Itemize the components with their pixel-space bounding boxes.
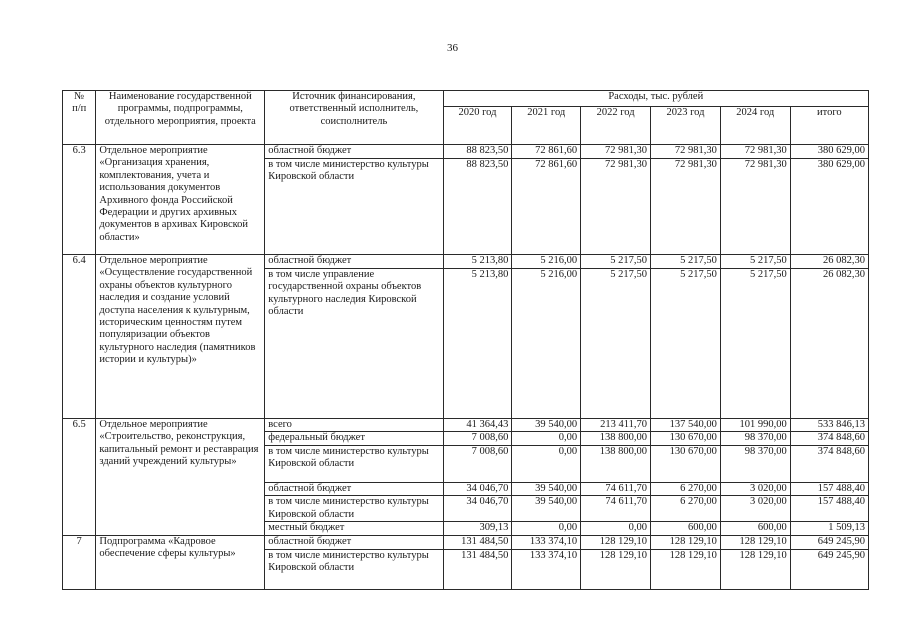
year-value: 133 374,10 [512,535,581,549]
year-value: 130 670,00 [651,432,721,445]
year-value: 0,00 [512,522,581,535]
funding-source: областной бюджет [265,145,443,159]
year-value: 0,00 [581,522,651,535]
year-value: 133 374,10 [512,549,581,589]
year-value: 72 981,30 [720,159,790,255]
funding-source: в том числе министерство культуры Кировской области [265,445,443,482]
year-value: 128 129,10 [720,549,790,589]
year-value: 41 364,43 [443,419,512,432]
total-value: 26 082,30 [790,269,868,419]
year-value: 600,00 [651,522,721,535]
year-value: 88 823,50 [443,159,512,255]
funding-source: в том числе управление государственной охраны объектов культурного наследия Кировской области [265,269,443,419]
year-value: 137 540,00 [651,419,721,432]
measure-name: Отдельное мероприятие «Организация хранения, комплектования, учета и использования документов Архивного фонда Российской Федерации и других архивных документов в архивах Кировской области» [96,145,265,255]
year-value: 128 129,10 [651,535,721,549]
year-value: 7 008,60 [443,445,512,482]
total-value: 533 846,13 [790,419,868,432]
year-value: 3 020,00 [720,496,790,522]
total-value: 380 629,00 [790,145,868,159]
year-value: 72 981,30 [651,159,721,255]
table-row [63,255,869,269]
header-year: 2021 год [512,107,581,145]
year-value: 74 611,70 [581,496,651,522]
year-value: 128 129,10 [581,549,651,589]
total-value: 26 082,30 [790,255,868,269]
header-year: 2022 год [581,107,651,145]
total-value: 649 245,90 [790,549,868,589]
funding-source: областной бюджет [265,535,443,549]
header-total: итого [790,107,868,145]
year-value: 34 046,70 [443,496,512,522]
total-value: 157 488,40 [790,496,868,522]
row-number: 6.5 [63,419,96,536]
year-value: 5 213,80 [443,269,512,419]
funding-source: всего [265,419,443,432]
table-row [63,145,869,159]
table-body [63,145,869,590]
total-value: 374 848,60 [790,432,868,445]
year-value: 3 020,00 [720,482,790,495]
year-value: 128 129,10 [720,535,790,549]
year-value: 0,00 [512,445,581,482]
year-value: 39 540,00 [512,419,581,432]
year-value: 131 484,50 [443,535,512,549]
year-value: 5 213,80 [443,255,512,269]
year-value: 600,00 [720,522,790,535]
header-name: Наименование государственной программы, подпрограммы, отдельного мероприятия, проекта [96,91,265,145]
total-value: 1 509,13 [790,522,868,535]
year-value: 72 861,60 [512,145,581,159]
measure-name: Подпрограмма «Кадровое обеспечение сферы культуры» [96,535,265,589]
year-value: 98 370,00 [720,432,790,445]
year-value: 213 411,70 [581,419,651,432]
year-value: 72 861,60 [512,159,581,255]
header-source: Источник финансирования, ответственный исполнитель, соисполнитель [265,91,443,145]
year-value: 7 008,60 [443,432,512,445]
year-value: 0,00 [512,432,581,445]
year-value: 5 216,00 [512,255,581,269]
total-value: 374 848,60 [790,445,868,482]
header-year: 2020 год [443,107,512,145]
year-value: 5 217,50 [581,269,651,419]
total-value: 649 245,90 [790,535,868,549]
year-value: 128 129,10 [581,535,651,549]
year-value: 74 611,70 [581,482,651,495]
funding-source: федеральный бюджет [265,432,443,445]
total-value: 157 488,40 [790,482,868,495]
year-value: 88 823,50 [443,145,512,159]
year-value: 98 370,00 [720,445,790,482]
year-value: 309,13 [443,522,512,535]
year-value: 39 540,00 [512,482,581,495]
table-row [63,419,869,432]
year-value: 39 540,00 [512,496,581,522]
year-value: 72 981,30 [720,145,790,159]
funding-source: в том числе министерство культуры Кировской области [265,549,443,589]
year-value: 130 670,00 [651,445,721,482]
year-value: 131 484,50 [443,549,512,589]
funding-source: местный бюджет [265,522,443,535]
year-value: 72 981,30 [581,145,651,159]
funding-source: областной бюджет [265,482,443,495]
funding-source: в том числе министерство культуры Кировской области [265,159,443,255]
year-value: 72 981,30 [651,145,721,159]
year-value: 5 217,50 [651,269,721,419]
year-value: 5 217,50 [720,255,790,269]
year-value: 5 217,50 [720,269,790,419]
year-value: 5 217,50 [581,255,651,269]
funding-source: в том числе министерство культуры Кировской области [265,496,443,522]
year-value: 5 216,00 [512,269,581,419]
row-number: 6.3 [63,145,96,255]
header-number: № п/п [63,91,96,145]
total-value: 380 629,00 [790,159,868,255]
measure-name: Отдельное мероприятие «Осуществление государственной охраны объектов культурного наследия и создание условий доступа населения к культурным, историческим ценностям путем популяризации объектов культурного наследия (памятников истории и культуры)» [96,255,265,419]
header-year: 2023 год [651,107,721,145]
measure-name: Отдельное мероприятие «Строительство, реконструкция, капитальный ремонт и реставрация зданий учреждений культуры» [96,419,265,536]
expenses-table [62,90,869,590]
header-year: 2024 год [720,107,790,145]
year-value: 34 046,70 [443,482,512,495]
year-value: 6 270,00 [651,482,721,495]
header-expenses: Расходы, тыс. рублей [443,91,868,107]
year-value: 101 990,00 [720,419,790,432]
year-value: 138 800,00 [581,445,651,482]
year-value: 5 217,50 [651,255,721,269]
year-value: 72 981,30 [581,159,651,255]
funding-source: областной бюджет [265,255,443,269]
year-value: 138 800,00 [581,432,651,445]
row-number: 6.4 [63,255,96,419]
table-row [63,535,869,549]
year-value: 128 129,10 [651,549,721,589]
page-number: 36 [447,42,458,54]
row-number: 7 [63,535,96,589]
year-value: 6 270,00 [651,496,721,522]
